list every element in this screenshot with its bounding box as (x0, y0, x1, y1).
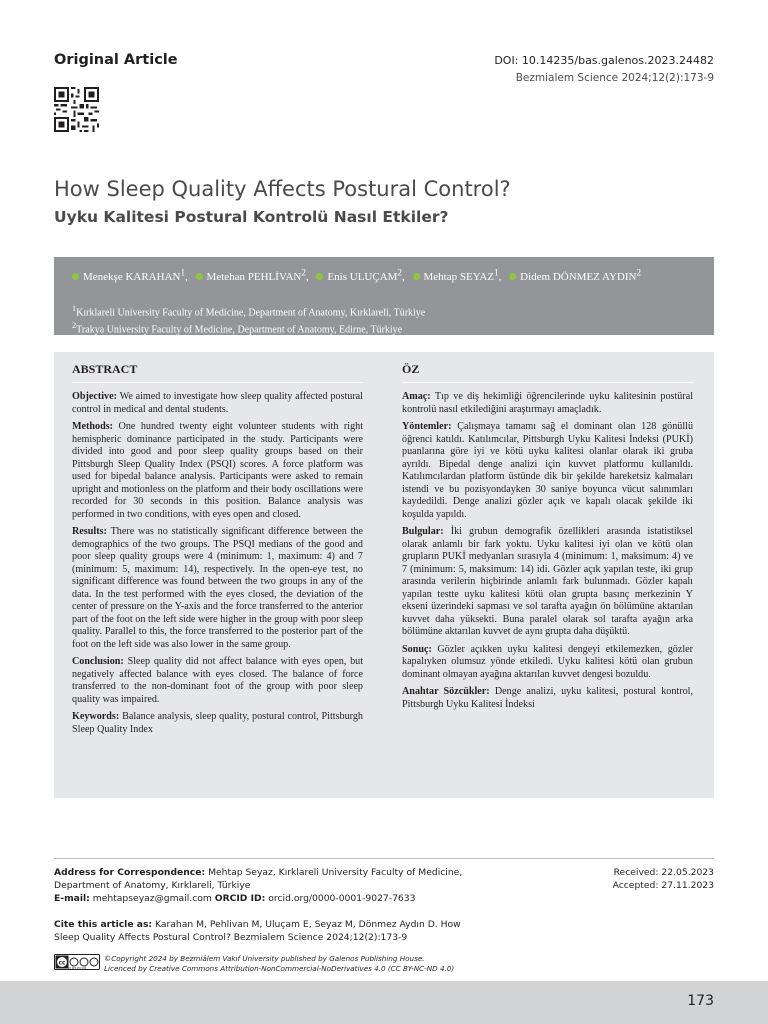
section-text: Balance analysis, sleep quality, postural control, Pittsburgh Sleep Quality Index (72, 711, 363, 735)
page-number: 173 (687, 993, 714, 1009)
author-name: Mehtap SEYAZ (423, 270, 495, 283)
abstract-results (402, 526, 693, 639)
abstract-objective (72, 391, 363, 416)
abstract-results (72, 526, 363, 651)
correspondence-note (54, 866, 504, 905)
author-name: Metehan PEHLİVAN (206, 270, 302, 283)
section-label: Methods: (72, 421, 114, 432)
footer-divider (54, 858, 714, 859)
section-label: Keywords: (72, 711, 120, 722)
section-text: Sleep quality did not affect balance with eyes open, but negatively affected balance with eyes closed. The balance of force transferred to the non-dominant foot of the group with poor sleep quality was impaired. (72, 656, 364, 705)
article-type-label: Original Article (54, 52, 178, 68)
correspondence-address: Mehtap Seyaz, Kırklareli University Faculty of Medicine, Department of Anatomy, Kırklareli, Türkiye (54, 867, 463, 891)
orcid-icon[interactable] (509, 273, 516, 280)
author-affiliation-band (54, 257, 714, 335)
section-label: Anahtar Sözcükler: (402, 686, 490, 697)
abstract-panel (54, 352, 714, 798)
correspondence-label: Address for Correspondence: (54, 867, 206, 878)
section-label: Bulgular: (402, 526, 444, 537)
affiliation-number: 2 (72, 320, 77, 330)
section-label: Objective: (72, 391, 117, 402)
section-label: Results: (72, 526, 107, 537)
section-text: Denge analizi, uyku kalitesi, postural kontrol, Pittsburgh Uyku Kalitesi İndeksi (402, 686, 694, 710)
orcid-link[interactable]: orcid.org/0000-0001-9027-7633 (268, 893, 416, 904)
section-text: Çalışmaya tamamı sağ el dominant olan 128 gönüllü öğrenci katıldı. Katılımcılar, Pittsburgh Uyku Kalitesi İndeksi (PUKİ) puanlarına göre iyi ve kötü uyku kalitesi olanlar olarak iki gruba ayrıldı. Bipedal denge analizi için kuvvet platformu kullanıldı. Katılımcılardan platform üstünde dik bir şekilde hareketsiz kalmaları istendi ve bu pozisyondayken 30 saniye boyunca vücut salınımları kaydedildi. Denge analizi gözler açık ve kapalı olacak şekilde iki koşulda yapıldı. (402, 421, 694, 520)
section-text: One hundred twenty eight volunteer students with right hemispheric dominance participated in the study. Participants were divided into good and poor sleep quality groups based on their Pittsburgh Sleep Quality Index (PSQI) scores. A force platform was used for bipedal balance analysis. Participants were asked to remain upright and motionless on the platform and their body oscillations were recorded for 30 seconds in this position. Balance analysis was performed in two conditions, with eyes open and closed. (72, 421, 364, 520)
svg-text:cc: cc (58, 959, 66, 967)
dates-note (613, 866, 714, 892)
abstract-heading: ÖZ (402, 362, 693, 383)
licence-line: Licenced by Creative Commons Attribution-NonCommercial-NoDerivatives 4.0 (CC BY-NC-ND 4.0) (104, 964, 455, 973)
abstract-objective (402, 391, 693, 416)
affiliation-text: Kırklareli University Faculty of Medicine, Department of Anatomy, Kırklareli, Türkiye (76, 306, 426, 318)
abstract-keywords (402, 686, 693, 711)
citation-note (54, 918, 474, 944)
author-item: Metehan PEHLİVAN$^2$, (196, 271, 309, 283)
author-name: Didem DÖNMEZ AYDIN (520, 270, 637, 283)
email-link[interactable]: mehtapseyaz@gmail.com (92, 893, 212, 904)
journal-reference: Bezmialem Science 2024;12(2):173-9 (515, 72, 714, 84)
author-item: Mehtap SEYAZ$^1$, (413, 271, 502, 283)
article-title-turkish: Uyku Kalitesi Postural Kontrolü Nasıl Etkiler? (54, 208, 449, 226)
author-item: Enis ULUÇAM$^2$, (316, 271, 404, 283)
section-label: Amaç: (402, 391, 431, 402)
author-affiliation-number: 2 (636, 267, 642, 277)
orcid-icon[interactable] (196, 273, 203, 280)
section-text: There was no statistically significant difference between the demographics of the two groups. The PSQI medians of the good and poor sleep quality groups were 4 (minimum: 1, maximum: 4) and 7 (minimum: 5, maximum: 14), respectively. In the open-eye test, no significant difference was found between the two groups in any of the data. In the test performed with the eyes closed, the deviation of the center of pressure on the Y-axis and the force transferred to the anterior part of the foot on the left side were higher in the group with poor sleep quality. Parallel to this, the force transferred to the posterior part of the foot on the left side was also lower in the same group. (72, 526, 363, 650)
author-affiliation-number: 1 (494, 267, 499, 277)
page-footer-bar (0, 981, 768, 1024)
author-item (509, 267, 642, 283)
author-affiliation-number: 2 (397, 267, 402, 277)
section-label: Conclusion: (72, 656, 124, 667)
copyright-line: ©Copyright 2024 by Bezmiâlem Vakıf University published by Galenos Publishing House. (104, 954, 425, 963)
creative-commons-icon[interactable] (54, 954, 100, 970)
abstract-heading: ABSTRACT (72, 362, 363, 383)
abstract-turkish (402, 362, 693, 716)
section-text: Tıp ve diş hekimliği öğrencilerinde uyku kalitesinin postüral kontrolü nasıl etkilediğini araştırmayı amaçladık. (402, 391, 694, 415)
affiliation-line (72, 302, 698, 319)
author-item: Menekşe KARAHAN$^1$, (72, 271, 188, 283)
section-text: We aimed to investigate how sleep quality affected postural control in medical and dental students. (72, 391, 363, 415)
qr-code-icon (54, 87, 99, 132)
received-date: Received: 22.05.2023 (613, 867, 714, 878)
orcid-icon[interactable] (316, 273, 323, 280)
section-text: İki grubun demografik özellikleri arasında istatistiksel olarak anlamlı bir fark yoktu. Uyku kalitesi iyi olan ve kötü olan grupların PUKİ medyanları sırasıyla 4 (minimum: 1, maksimum: 4) ve 7 (minimum: 5, maksimum: 14) idi. Gözler açık yapılan teste, iki grup arasında verilerin hiçbirinde anlamlı fark bulunmadı. Gözler kapalı yapılan testte uyku kalitesi kötü olan grupta basınç merkezinin Y ekseni üzerindeki sapması ve sol tarafta ayağın ön bölümüne aktarılan kuvvet daha yüksekti. Buna paralel olarak sol tarafta ayağın arka bölümüne aktarılan kuvvet de aynı grupta daha düşüktü. (402, 526, 693, 637)
abstract-english (72, 362, 363, 741)
affiliation-text: Trakya University Faculty of Medicine, Department of Anatomy, Edirne, Türkiye (76, 324, 403, 336)
doi-link[interactable]: DOI: 10.14235/bas.galenos.2023.24482 (494, 54, 714, 67)
affiliation-line (72, 319, 698, 336)
author-affiliation-number: 2 (301, 267, 306, 277)
affiliation-number: 1 (72, 303, 77, 313)
license-text (104, 954, 524, 974)
orcid-icon[interactable] (72, 273, 79, 280)
section-label: Sonuç: (402, 643, 432, 655)
citation-label: Cite this article as: (54, 919, 153, 930)
author-list (72, 265, 698, 284)
abstract-keywords (72, 711, 363, 736)
citation-text: Karahan M, Pehlivan M, Uluçam E, Seyaz M, Dönmez Aydın D. How Sleep Quality Affects Postural Control? Bezmialem Science 2024;12(2):173-9 (54, 919, 461, 943)
author-affiliation-number: 1 (180, 267, 186, 277)
author-name: Enis ULUÇAM (327, 270, 398, 283)
author-name: Menekşe KARAHAN (83, 270, 181, 283)
section-text: Gözler açıkken uyku kalitesi dengeyi etkilemezken, gözler kapalıyken olumsuz yönde etkiledi. Uyku kalitesi kötü olan grubun dominant olmayan ayağına aktarılan kuvvet dengesi bozuldu. (402, 643, 694, 680)
article-title: How Sleep Quality Affects Postural Control? (54, 177, 511, 201)
abstract-methods (402, 421, 693, 521)
email-label: E-mail: (54, 893, 90, 904)
abstract-methods (72, 421, 363, 521)
section-label: Yöntemler: (402, 421, 452, 432)
abstract-conclusion (402, 644, 693, 682)
orcid-label: ORCID ID: (214, 893, 266, 904)
svg-text:cc by-nc-nd: cc by-nc-nd (67, 966, 87, 970)
abstract-conclusion (72, 656, 363, 706)
orcid-icon[interactable] (413, 273, 420, 280)
accepted-date: Accepted: 27.11.2023 (612, 880, 714, 891)
